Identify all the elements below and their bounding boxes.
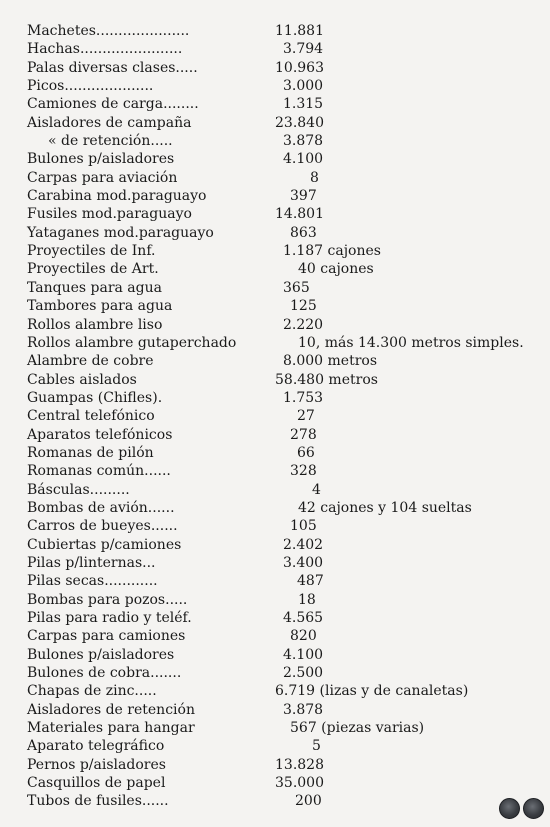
- item-quantity: 1.315: [283, 96, 324, 113]
- item-quantity: 105: [290, 518, 317, 535]
- item-name: Aparato telegráfico: [27, 738, 165, 755]
- list-item: [0, 169, 550, 187]
- item-name: Tubos de fusiles......: [27, 793, 169, 810]
- item-quantity: 11.881: [275, 23, 324, 39]
- logo-circle-right-icon: [523, 798, 544, 819]
- item-name: Cables aislados: [27, 371, 137, 388]
- item-name: Bombas para pozos.....: [27, 591, 188, 608]
- item-name: Palas diversas clases.....: [27, 59, 198, 76]
- list-item: [0, 316, 550, 334]
- item-quantity: 18: [298, 591, 316, 608]
- item-quantity: 4.100: [283, 646, 324, 663]
- item-name: Bombas de avión......: [27, 499, 175, 516]
- item-name: Carabina mod.paraguayo: [27, 188, 207, 205]
- item-name: Pilas para radio y teléf.: [27, 610, 192, 626]
- item-name: Fusiles mod.paraguayo: [27, 206, 192, 223]
- item-quantity: 58.480 metros: [275, 371, 378, 388]
- list-item: [0, 792, 550, 810]
- item-quantity: 8.000 metros: [283, 353, 378, 370]
- list-item: [0, 40, 550, 58]
- list-item: [0, 77, 550, 95]
- item-name: Alambre de cobre: [27, 353, 154, 370]
- item-name: Casquillos de papel: [27, 775, 166, 792]
- item-quantity: 14.801: [275, 206, 324, 223]
- list-item: [0, 554, 550, 572]
- list-item: [0, 517, 550, 535]
- list-item: [0, 242, 550, 260]
- item-quantity: 4.100: [283, 151, 324, 168]
- item-name: Chapas de zinc.....: [27, 683, 157, 700]
- list-item: [0, 114, 550, 132]
- item-quantity: 4.565: [283, 610, 324, 626]
- list-item: [0, 536, 550, 554]
- item-quantity: 4: [312, 481, 321, 498]
- item-quantity: 397: [290, 188, 317, 205]
- item-name: Tanques para agua: [27, 279, 162, 296]
- item-quantity: 42 cajones y 104 sueltas: [298, 499, 472, 516]
- item-quantity: 10.963: [275, 59, 324, 76]
- list-item: [0, 499, 550, 517]
- item-quantity: 3.878: [283, 701, 324, 718]
- item-name: « de retención.....: [48, 133, 173, 150]
- item-name: Romanas de pilón: [27, 444, 154, 461]
- list-item: [0, 371, 550, 389]
- item-quantity: 3.000: [283, 78, 324, 95]
- list-item: [0, 646, 550, 664]
- item-name: Central telefónico: [27, 408, 155, 425]
- list-item: [0, 737, 550, 755]
- item-quantity: 13.828: [275, 756, 324, 773]
- list-item: [0, 774, 550, 792]
- list-item: [0, 132, 550, 150]
- item-quantity: 487: [297, 573, 324, 590]
- list-item: [0, 389, 550, 407]
- item-quantity: 3.878: [283, 133, 324, 150]
- logo-circle-left-icon: [499, 798, 520, 819]
- list-item: [0, 627, 550, 645]
- item-name: Pilas secas............: [27, 573, 158, 590]
- list-item: [0, 701, 550, 719]
- list-item: [0, 682, 550, 700]
- item-quantity: 2.500: [283, 665, 324, 682]
- materials-list: [0, 22, 550, 811]
- item-quantity: 23.840: [275, 114, 324, 131]
- list-item: [0, 407, 550, 425]
- item-name: Pernos p/aisladores: [27, 756, 166, 773]
- list-item: [0, 609, 550, 627]
- list-item: [0, 59, 550, 77]
- list-item: [0, 756, 550, 774]
- item-quantity: 365: [283, 279, 310, 296]
- item-name: Aisladores de campaña: [27, 114, 192, 131]
- item-name: Bulones de cobra.......: [27, 665, 182, 682]
- item-quantity: 328: [290, 463, 317, 480]
- item-name: Picos....................: [27, 78, 154, 95]
- item-quantity: 1.187 cajones: [283, 243, 381, 260]
- item-name: Carpas para aviación: [27, 169, 178, 186]
- publisher-logo: [499, 798, 544, 819]
- item-quantity: 1.753: [283, 389, 324, 406]
- item-name: Bulones p/aisladores: [27, 151, 175, 168]
- item-name: Guampas (Chifles).: [27, 389, 163, 406]
- item-quantity: 8: [310, 169, 319, 186]
- item-quantity: 2.220: [283, 316, 324, 333]
- list-item: [0, 444, 550, 462]
- item-quantity: 27: [297, 408, 315, 425]
- item-name: Romanas común......: [27, 463, 171, 480]
- item-quantity: 3.794: [283, 41, 324, 58]
- item-name: Cubiertas p/camiones: [27, 536, 182, 553]
- item-name: Carros de bueyes......: [27, 518, 178, 535]
- item-name: Aparatos telefónicos: [27, 426, 173, 443]
- list-item: [0, 462, 550, 480]
- item-quantity: 278: [290, 426, 317, 443]
- list-item: [0, 591, 550, 609]
- item-name: Yataganes mod.paraguayo: [27, 224, 214, 241]
- item-quantity: 3.400: [283, 554, 324, 571]
- item-quantity: 35.000: [275, 775, 324, 792]
- item-quantity: 6.719 (lizas y de canaletas): [275, 683, 469, 700]
- item-quantity: 863: [290, 224, 317, 241]
- item-quantity: 2.402: [283, 536, 324, 553]
- item-quantity: 567 (piezas varias): [290, 720, 425, 737]
- list-item: [0, 426, 550, 444]
- document-page: [0, 22, 550, 811]
- item-name: Camiones de carga........: [27, 96, 199, 113]
- list-item: [0, 481, 550, 499]
- item-name: Pilas p/linternas...: [27, 554, 156, 571]
- item-name: Machetes.....................: [27, 23, 190, 39]
- item-name: Básculas.........: [27, 481, 130, 498]
- item-quantity: 200: [295, 793, 322, 810]
- list-item: [0, 150, 550, 168]
- list-item: [0, 224, 550, 242]
- list-item: [0, 187, 550, 205]
- item-quantity: 5: [312, 738, 321, 755]
- item-name: Proyectiles de Inf.: [27, 243, 156, 260]
- item-quantity: 66: [297, 444, 315, 461]
- list-item: [0, 260, 550, 278]
- list-item: [0, 279, 550, 297]
- item-quantity: 10, más 14.300 metros simples.: [298, 334, 524, 351]
- item-name: Hachas.......................: [27, 41, 183, 58]
- list-item: [0, 664, 550, 682]
- item-quantity: 40 cajones: [298, 261, 374, 278]
- list-item: [0, 572, 550, 590]
- list-item: [0, 95, 550, 113]
- item-quantity: 125: [290, 298, 317, 315]
- item-name: Rollos alambre liso: [27, 316, 163, 333]
- item-name: Proyectiles de Art.: [27, 261, 159, 278]
- list-item: [0, 22, 550, 40]
- item-name: Carpas para camiones: [27, 628, 186, 645]
- item-name: Tambores para agua: [27, 298, 173, 315]
- item-name: Aisladores de retención: [27, 701, 195, 718]
- list-item: [0, 205, 550, 223]
- item-name: Rollos alambre gutaperchado: [27, 334, 237, 351]
- list-item: [0, 334, 550, 352]
- item-name: Materiales para hangar: [27, 720, 195, 737]
- list-item: [0, 352, 550, 370]
- item-quantity: 820: [290, 628, 317, 645]
- item-name: Bulones p/aisladores: [27, 646, 175, 663]
- list-item: [0, 297, 550, 315]
- list-item: [0, 719, 550, 737]
